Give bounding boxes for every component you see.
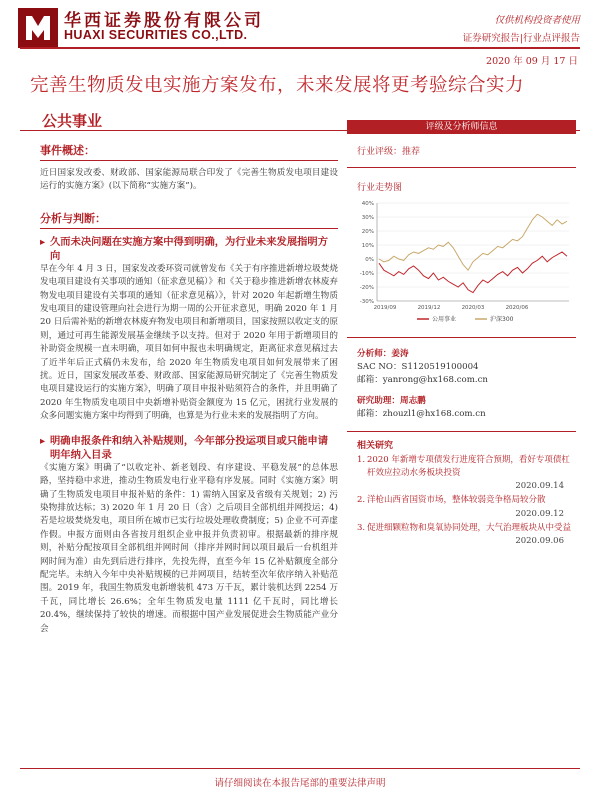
y-tick-label: -10% [359, 271, 374, 277]
bullet-arrow-icon: ▸ [40, 434, 46, 447]
report-title: 完善生物质发电实施方案发布，未来发展将更考验综合实力 [30, 75, 525, 96]
y-tick-label: 40% [361, 201, 374, 207]
point-1-text: 早在今年 4 月 3 日，国家发改委环资司就曾发布《关于有序推进新增垃圾焚烧发电项目建设有关事项的通知（征求意见稿）》和《关于稳步推进新增农林废弃物发电项目建设有关事项的通知（征求意见稿）》，针对 2020 年起新增生物质发电项目的建设管理向社会进行为期一周的公开征求意见，明确 2020 年 1 月 20 日后需补贴的新增农林废弃物发电项目和新增项目，国家按照以收定支的原则，通过可再生能源发展基金继续予以支持。但对于 2020 年用于新增项目的补助资金规模一直未明确，项目如何申报也未明确规定，距离征求意见稿过去了近半年后正式稿仍未发布，给 2020 年生物质发电项目如何发展带来了困扰。近日，国家发展改革委、财政部、国家能源局研究制定了《完善生物质发电项目建设运行的实施方案》，明确了项目申报补贴须符合的条件，并且明确了 2020 年生物质发电项目中央新增补贴资金额度为 15 亿元，困扰行业发展的众多问题实施方案中均得到了明确，也算是为行业未来的发展指明了方向。 [40, 263, 338, 422]
rating-rule [347, 167, 576, 168]
analyst-1-email[interactable]: 邮箱：yanrong@hx168.com.cn [357, 375, 488, 385]
company-name-cn: 华西证券股份有限公司 [64, 11, 264, 31]
related-item-text: 促进细颗粒物和臭氧协同处理，大气治理板块从中受益 [367, 522, 572, 533]
y-tick-label: 10% [361, 243, 374, 249]
related-item-date: 2020.09.12 [515, 508, 564, 519]
event-text: 近日国家发改委、财政部、国家能源局联合印发了《完善生物质发电项目建设运行的实施方案》(以下简称“实施方案”)。 [40, 168, 338, 192]
industry-rating: 行业评级：推荐 [357, 147, 421, 157]
analyst-2 [347, 395, 576, 421]
related-item-text: 2020 年新增专项债发行进度符合预期，看好专项债杠杆效应拉动水务板块投资 [367, 455, 570, 478]
y-tick-label: -20% [359, 285, 374, 291]
chart-grid [377, 203, 569, 301]
related-item-number: 3. [357, 522, 366, 533]
chart-legend [417, 315, 514, 323]
company-name-en: HUAXI SECURITIES CO.,LTD. [64, 28, 248, 42]
sidebar [347, 120, 576, 546]
point-2-title [40, 434, 338, 462]
analyst-2-email[interactable]: 邮箱：zhouzl1@hx168.com.cn [357, 409, 486, 419]
analysis-heading: 分析与判断： [40, 211, 106, 225]
x-tick-label: 2020/03 [461, 305, 485, 311]
report-type: 证券研究报告|行业点评报告 [462, 33, 580, 44]
company-logo [18, 8, 58, 48]
related-item-1[interactable] [347, 454, 576, 479]
analysis-rule [40, 228, 338, 229]
bullet-arrow-icon: ▸ [40, 235, 46, 248]
y-tick-label: -30% [359, 299, 374, 305]
analyst-2-name: 研究助理：周志鹏 [357, 396, 426, 406]
legend-label: 沪深300 [490, 316, 514, 323]
legend-label: 公用事业 [432, 316, 457, 323]
x-tick-label: 2020/06 [505, 305, 529, 311]
analyst-rule [347, 431, 576, 432]
chart-title: 行业走势图 [357, 183, 403, 193]
related-item-number: 1. [357, 455, 366, 465]
event-heading: 事件概述： [40, 144, 95, 157]
audience-tagline: 仅供机构投资者使用 [494, 15, 580, 26]
x-tick-label: 2019/09 [373, 305, 397, 311]
event-rule [40, 160, 338, 161]
rating-box-title: 评级及分析师信息 [347, 120, 576, 134]
point-2-text: 《实施方案》明确了“以收定补、新老划段、有序建设、平稳发展”的总体思路，坚持稳中求进，推动生物质发电行业平稳有序发展。同时《实施方案》明确了生物质发电项目申报补贴的条件：1) 需纳入国家及省级有关规划；2) 污染物排放达标；3) 2020 年 1 月 20 日（含）之后项目全部机组并网投运；4) 若是垃圾焚烧发电，项目所在城市已实行垃圾处理收费制度；5) 企业不可弄虚作假。申报方面则由各省按月组织企业申报并负责初审。根据最新的排序规则，补贴分配按项目全部机组并网时间（排序并网时间以项目最后一台机组并网时间为准）由先到后进行排序，先投先得，直至今年 15 亿补贴额度全部分配完毕。未纳入今年中央补贴规模的已并网项目，结转至次年依序纳入补贴范围。2019 年，我国生物质发电新增装机 473 万千瓦，累计装机达到 2254 万千瓦，同比增长 26.6%；全年生物质发电量 1111 亿千瓦时，同比增长 20.4%，继续保持了较快的增速。而根据中国产业发展促进会生物质能产业分会 [40, 462, 338, 634]
series-line-1 [379, 252, 567, 293]
report-date: 2020 年 09 月 17 日 [486, 56, 578, 67]
related-item-text: 洋枪山西省国资市场，整体较弱竞争格局较分散 [367, 495, 546, 505]
related-item-number: 2. [357, 495, 366, 505]
related-item-date: 2020.09.06 [515, 536, 564, 546]
trend-chart [347, 197, 576, 327]
related-research-title: 相关研究 [357, 441, 394, 451]
y-tick-label: 20% [361, 229, 374, 235]
related-item-3[interactable] [347, 522, 576, 535]
point-1-title [40, 235, 338, 263]
related-item-2[interactable] [347, 494, 576, 507]
legal-notice[interactable]: 请仔细阅读在本报告尾部的重要法律声明 [214, 778, 386, 789]
chart-series [379, 214, 567, 292]
x-tick-label: 2019/12 [417, 305, 441, 311]
footer-divider [20, 768, 580, 769]
series-line-2 [379, 214, 567, 270]
related-item-date: 2020.09.14 [515, 481, 564, 491]
analyst-1-sac: SAC NO：S1120519100004 [357, 362, 479, 372]
y-tick-label: 30% [361, 215, 374, 221]
chart-axes [360, 201, 569, 311]
point-2-title-text: 明确申报条件和纳入补贴规则，今年部分投运项目或只能申请明年纳入目录 [50, 434, 329, 461]
sector-name: 公共事业 [42, 112, 103, 130]
y-tick-label: 0% [365, 257, 374, 263]
header-divider [20, 47, 580, 49]
point-1-title-text: 久而未决问题在实施方案中得到明确，为行业未来发展指明方向 [50, 235, 329, 262]
analyst-1-name: 分析师：姜涛 [357, 349, 409, 359]
analyst-1 [347, 348, 576, 387]
main-content [40, 142, 338, 636]
chart-rule [347, 337, 576, 338]
